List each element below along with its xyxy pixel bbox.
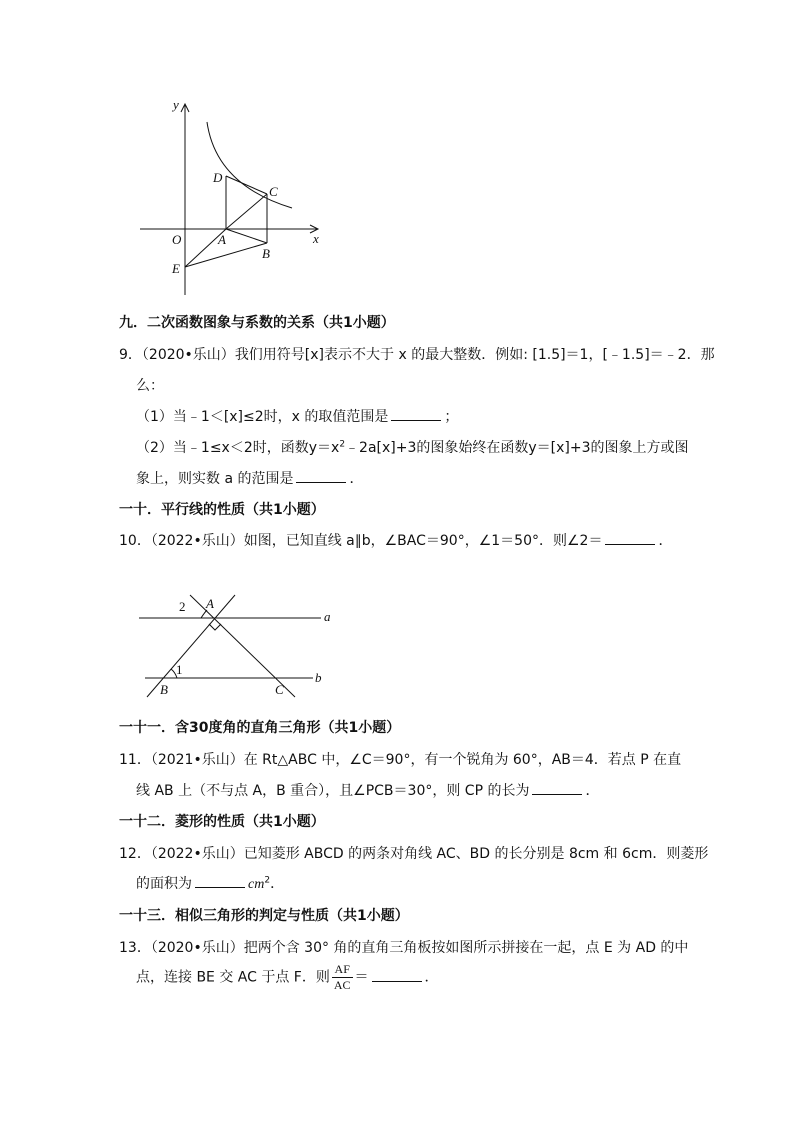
sub1-end: ； [444, 409, 459, 425]
question-11-end: ． [585, 783, 600, 799]
point-d-label: D [213, 170, 223, 185]
question-11-text: 在 Rt△ABC 中，∠C＝90°，有一个锐角为 60°，AB＝4．若点 P 在直 [243, 752, 682, 768]
sub1-text: （1）当﹣1＜[x]≤2时，x 的取值范围是 [136, 409, 389, 425]
question-10-text: 如图，已知直线 a∥b，∠BAC＝90°，∠1＝50°．则∠2＝ [243, 533, 603, 549]
question-12-number: 12． [119, 846, 151, 862]
question-11-number: 11． [119, 752, 151, 768]
question-13-text: 把两个含 30° 角的直角三角板按如图所示拼接在一起，点 E 为 AD 的中 [243, 940, 689, 956]
question-13-line1 [119, 937, 688, 957]
equals-sign: ＝ [354, 969, 369, 986]
question-11-text2: 线 AB 上（不与点 A，B 重合），且∠PCB＝30°，则 CP 的长为 [136, 783, 530, 799]
question-13-end: ． [424, 969, 439, 986]
question-12-line2 [136, 873, 284, 893]
answer-blank [391, 408, 441, 421]
fraction-denominator: AC [333, 978, 351, 992]
question-12-source: （2022•乐山） [150, 846, 244, 862]
section-13-heading: 一十三．相似三角形的判定与性质（共1小题） [119, 908, 409, 924]
point-c-label: C [269, 184, 278, 199]
question-10-number: 10． [119, 533, 151, 549]
answer-blank [372, 969, 422, 982]
line-a-label: a [324, 609, 331, 624]
angle-2-label: 2 [179, 599, 186, 614]
question-13-line2 [136, 962, 439, 993]
question-12-text: 已知菱形 ABCD 的两条对角线 AC、BD 的长分别是 8cm 和 6cm．则菱形 [243, 846, 709, 862]
question-9-text: 我们用符号[x]表示不大于 x 的最大整数．例如: [1.5]＝1，[﹣1.5]＝﹣2．那 [234, 347, 715, 363]
point-a-label: A [206, 596, 214, 611]
question-9-line1 [119, 344, 715, 364]
question-11-line1 [119, 749, 681, 769]
question-9-sub1 [136, 406, 458, 426]
section-10-heading: 一十．平行线的性质（共1小题） [119, 502, 325, 518]
coordinate-figure [130, 95, 330, 305]
question-10-end: ． [658, 533, 673, 549]
answer-blank [532, 782, 582, 795]
superscript: 2 [339, 439, 346, 450]
question-9-sub2 [136, 437, 689, 457]
question-13-text2: 点，连接 BE 交 AC 于点 F．则 [136, 969, 330, 986]
question-13-number: 13． [119, 940, 151, 956]
question-9-sub2-line2 [136, 468, 363, 488]
question-12-end: ． [270, 876, 285, 892]
point-b-label: B [262, 246, 270, 261]
parallel-lines-figure [135, 590, 345, 705]
question-11-source: （2021•乐山） [150, 752, 244, 768]
point-e-label: E [172, 261, 180, 276]
hyperbola-curve [207, 122, 292, 208]
fraction-af-ac [332, 962, 353, 993]
question-10 [119, 530, 672, 550]
sub2-line2-text: 象上，则实数 a 的范围是 [136, 471, 294, 487]
angle-1-label: 1 [176, 662, 183, 677]
sub2-text-b: ﹣2a[x]+3的图象始终在函数y＝[x]+3的图象上方或图 [345, 440, 689, 456]
question-9-source: （2020•乐山） [141, 347, 235, 363]
question-9-line2: 么： [136, 378, 164, 394]
unit-cm: cm [248, 877, 265, 892]
point-a-label: A [218, 232, 226, 247]
origin-label: O [172, 232, 182, 247]
unit-superscript: 2 [264, 875, 271, 886]
answer-blank [195, 875, 245, 888]
question-9-number: 9． [119, 347, 142, 363]
question-12-line1 [119, 843, 708, 863]
point-c-label: C [275, 682, 284, 697]
sub2-line2-end: ． [349, 471, 364, 487]
angle-2-arc [201, 610, 207, 618]
y-axis-label: y [173, 97, 179, 112]
point-b-label: B [160, 682, 168, 697]
answer-blank [605, 532, 655, 545]
section-12-heading: 一十二．菱形的性质（共1小题） [119, 814, 325, 830]
section-11-heading: 一十一．含30度角的直角三角形（共1小题） [119, 720, 401, 736]
sub2-text-a: （2）当﹣1≤x＜2时，函数y＝x [136, 440, 340, 456]
section-9-heading: 九．二次函数图象与系数的关系（共1小题） [119, 315, 395, 331]
line-b-label: b [315, 670, 322, 685]
question-11-line2 [136, 780, 599, 800]
question-10-source: （2022•乐山） [150, 533, 244, 549]
x-axis-label: x [313, 231, 319, 246]
question-13-source: （2020•乐山） [150, 940, 244, 956]
fraction-numerator: AF [332, 962, 353, 978]
answer-blank [296, 470, 346, 483]
right-angle-mark [209, 624, 221, 630]
question-12-text2: 的面积为 [136, 876, 192, 892]
